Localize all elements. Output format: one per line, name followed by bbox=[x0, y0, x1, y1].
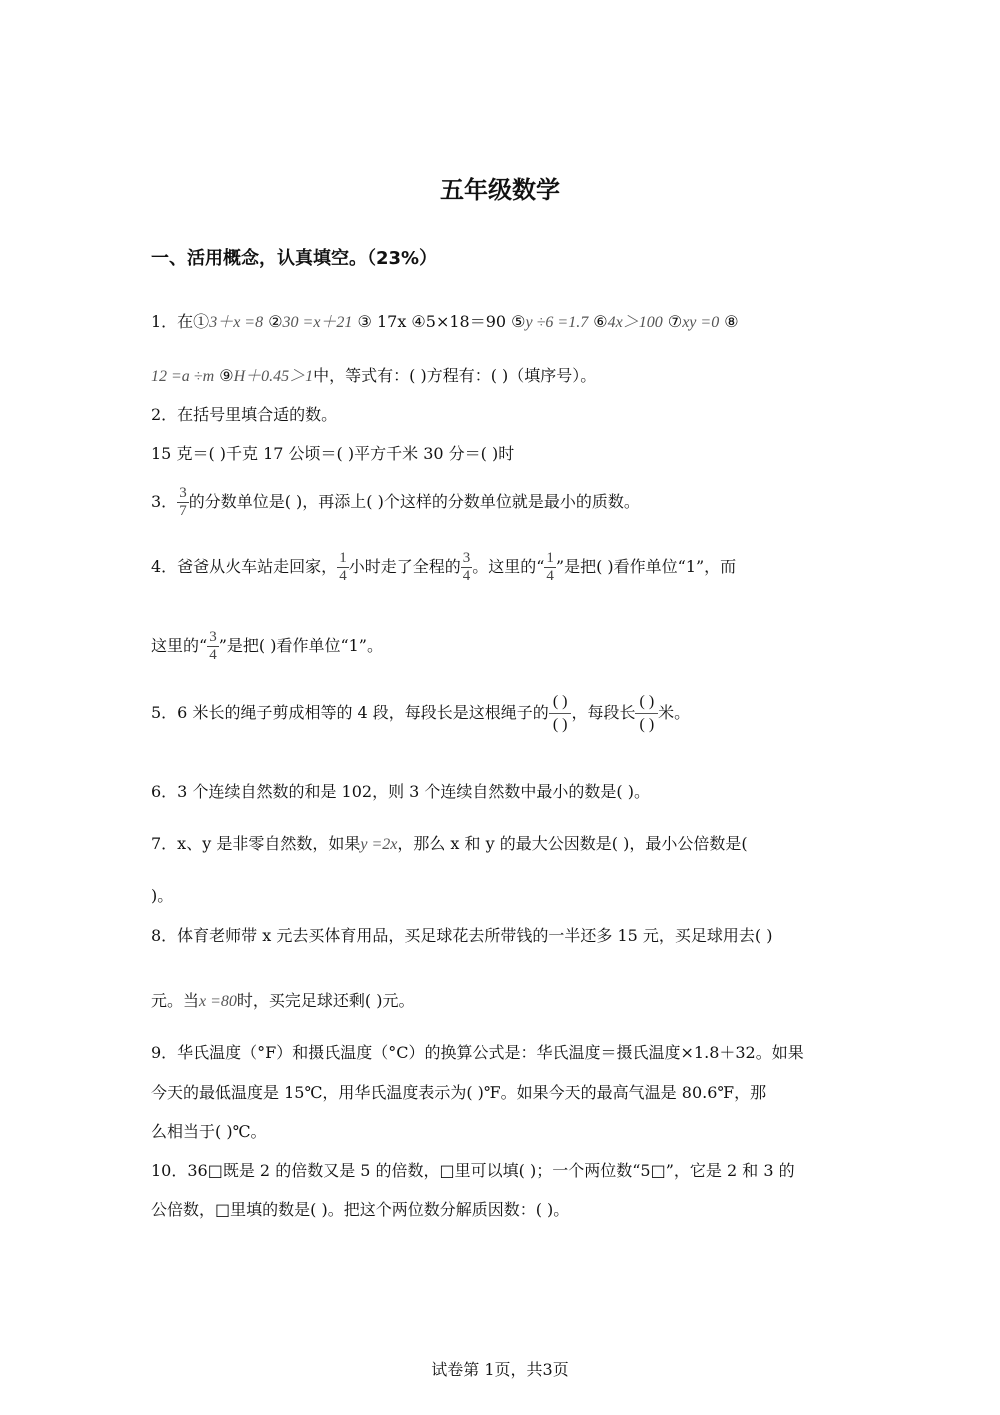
question-7-line-2: )。 bbox=[151, 886, 174, 905]
q4-fraction-3 bbox=[544, 550, 556, 585]
question-7-line-1 bbox=[151, 834, 748, 855]
q4-fraction-4-denominator: 4 bbox=[209, 647, 217, 663]
q1-text-c: ③ 17x ④5×18＝90 ⑤ bbox=[357, 312, 526, 331]
section-heading: 一、活用概念，认真填空。（23%） bbox=[151, 248, 438, 269]
q4-fraction-2-denominator: 4 bbox=[462, 568, 471, 584]
q4-text-d: ”是把( )看作单位“1”，而 bbox=[555, 557, 737, 576]
q4-fraction-1-numerator: 1 bbox=[339, 550, 347, 566]
question-8-line-1: 8．体育老师带 x 元去买体育用品，买足球花去所带钱的一半还多 15 元，买足球用去( ) bbox=[151, 926, 773, 945]
q4-text-e: 这里的“ bbox=[151, 636, 208, 655]
question-8-line-2 bbox=[151, 991, 415, 1012]
q4-text-b: 小时走了全程的 bbox=[348, 557, 461, 576]
q3-fraction-numerator: 3 bbox=[179, 485, 187, 501]
question-4-line-1 bbox=[151, 547, 736, 587]
q5-text-c: 米。 bbox=[658, 703, 691, 722]
q7-math: y =2x bbox=[360, 836, 398, 853]
q5-blank-fraction-numerator: ( ) bbox=[549, 691, 572, 714]
q3-fraction-denominator: 7 bbox=[179, 503, 187, 519]
q1-text-f: ⑧ bbox=[724, 312, 739, 331]
question-1-line-2 bbox=[151, 366, 596, 387]
q1-text-g: ⑨ bbox=[219, 366, 234, 385]
question-9-line-1: 9．华氏温度（°F）和摄氏温度（°C）的换算公式是：华氏温度＝摄氏温度×1.8＋32。如果 bbox=[151, 1043, 804, 1062]
q5-blank-length-denominator: ( ) bbox=[639, 716, 655, 733]
q4-fraction-3-denominator: 4 bbox=[546, 568, 554, 584]
q1-math-6: 12 =a ÷m bbox=[151, 368, 215, 385]
question-6: 6．3 个连续自然数的和是 102，则 3 个连续自然数中最小的数是( )。 bbox=[151, 782, 650, 801]
question-10-line-1: 10．36□既是 2 的倍数又是 5 的倍数，□里可以填( )；一个两位数“5□”，它是 2 和 3 的 bbox=[151, 1161, 795, 1180]
q1-math-4: 4x＞100 bbox=[607, 314, 663, 331]
page-title: 五年级数学 bbox=[440, 176, 560, 204]
q3-fraction bbox=[177, 485, 189, 520]
q4-text-a: 4．爸爸从火车站走回家， bbox=[151, 557, 338, 576]
q4-fraction-2-numerator: 3 bbox=[462, 550, 471, 566]
q5-blank-length-numerator: ( ) bbox=[635, 691, 658, 714]
q5-blank-length bbox=[635, 691, 658, 736]
q1-text-e: ⑦ bbox=[667, 312, 683, 331]
q1-text-h: 中，等式有：( )方程有：( )（填序号）。 bbox=[313, 366, 597, 385]
page-footer: 试卷第 1页，共3页 bbox=[431, 1360, 569, 1379]
q1-text-a: 1．在① bbox=[151, 312, 210, 331]
q4-fraction-4 bbox=[207, 629, 219, 664]
q1-math-3: y ÷6 =1.7 bbox=[525, 314, 589, 331]
q7-text-b: ，那么 x 和 y 的最大公因数是( )，最小公倍数是( bbox=[397, 834, 748, 853]
q5-blank-fraction bbox=[549, 691, 572, 736]
question-9-line-3: 么相当于( )℃。 bbox=[151, 1122, 267, 1141]
q5-text-b: ，每段长 bbox=[571, 703, 636, 722]
q7-text-a: 7．x、y 是非零自然数，如果 bbox=[151, 834, 361, 853]
q4-fraction-4-numerator: 3 bbox=[209, 629, 217, 645]
q5-text-a: 5．6 米长的绳子剪成相等的 4 段，每段长是这根绳子的 bbox=[151, 703, 549, 722]
q8-text-c: 时，买完足球还剩( )元。 bbox=[236, 991, 415, 1010]
q1-math-7: H＋0.45＞1 bbox=[233, 368, 314, 385]
q1-math-2: 30 =x＋21 bbox=[282, 314, 353, 331]
q3-number: 3． bbox=[151, 492, 178, 511]
question-4-line-2 bbox=[151, 626, 383, 666]
question-1-line-1 bbox=[151, 312, 739, 333]
q1-text-b: ② bbox=[268, 312, 283, 331]
q4-fraction-1-denominator: 4 bbox=[339, 568, 347, 584]
question-2-title: 2．在括号里填合适的数。 bbox=[151, 405, 338, 424]
question-10-line-2: 公倍数，□里填的数是( )。把这个两位数分解质因数：( )。 bbox=[151, 1200, 570, 1219]
q4-fraction-3-numerator: 1 bbox=[546, 550, 554, 566]
question-9-line-2: 今天的最低温度是 15℃，用华氏温度表示为( )℉。如果今天的最高气温是 80.6℉，那 bbox=[151, 1083, 767, 1102]
q4-text-c: 。这里的“ bbox=[472, 557, 545, 576]
q8-text-b: 元。当 bbox=[151, 991, 200, 1010]
q8-math: x =80 bbox=[199, 993, 237, 1010]
q4-text-f: ”是把( )看作单位“1”。 bbox=[218, 636, 383, 655]
question-2-line: 15 克＝( )千克 17 公顷＝( )平方千米 30 分＝( )时 bbox=[151, 444, 515, 463]
question-5 bbox=[151, 690, 690, 736]
q3-text: 的分数单位是( )，再添上( )个这样的分数单位就是最小的质数。 bbox=[188, 492, 640, 511]
q1-math-1: 3＋x =8 bbox=[209, 314, 264, 331]
q1-math-5: xy =0 bbox=[682, 314, 720, 331]
q1-text-d: ⑥ bbox=[593, 312, 608, 331]
q4-fraction-1 bbox=[337, 550, 349, 585]
question-3 bbox=[151, 482, 640, 522]
q5-blank-fraction-denominator: ( ) bbox=[552, 716, 568, 733]
q4-fraction-2 bbox=[461, 550, 473, 585]
